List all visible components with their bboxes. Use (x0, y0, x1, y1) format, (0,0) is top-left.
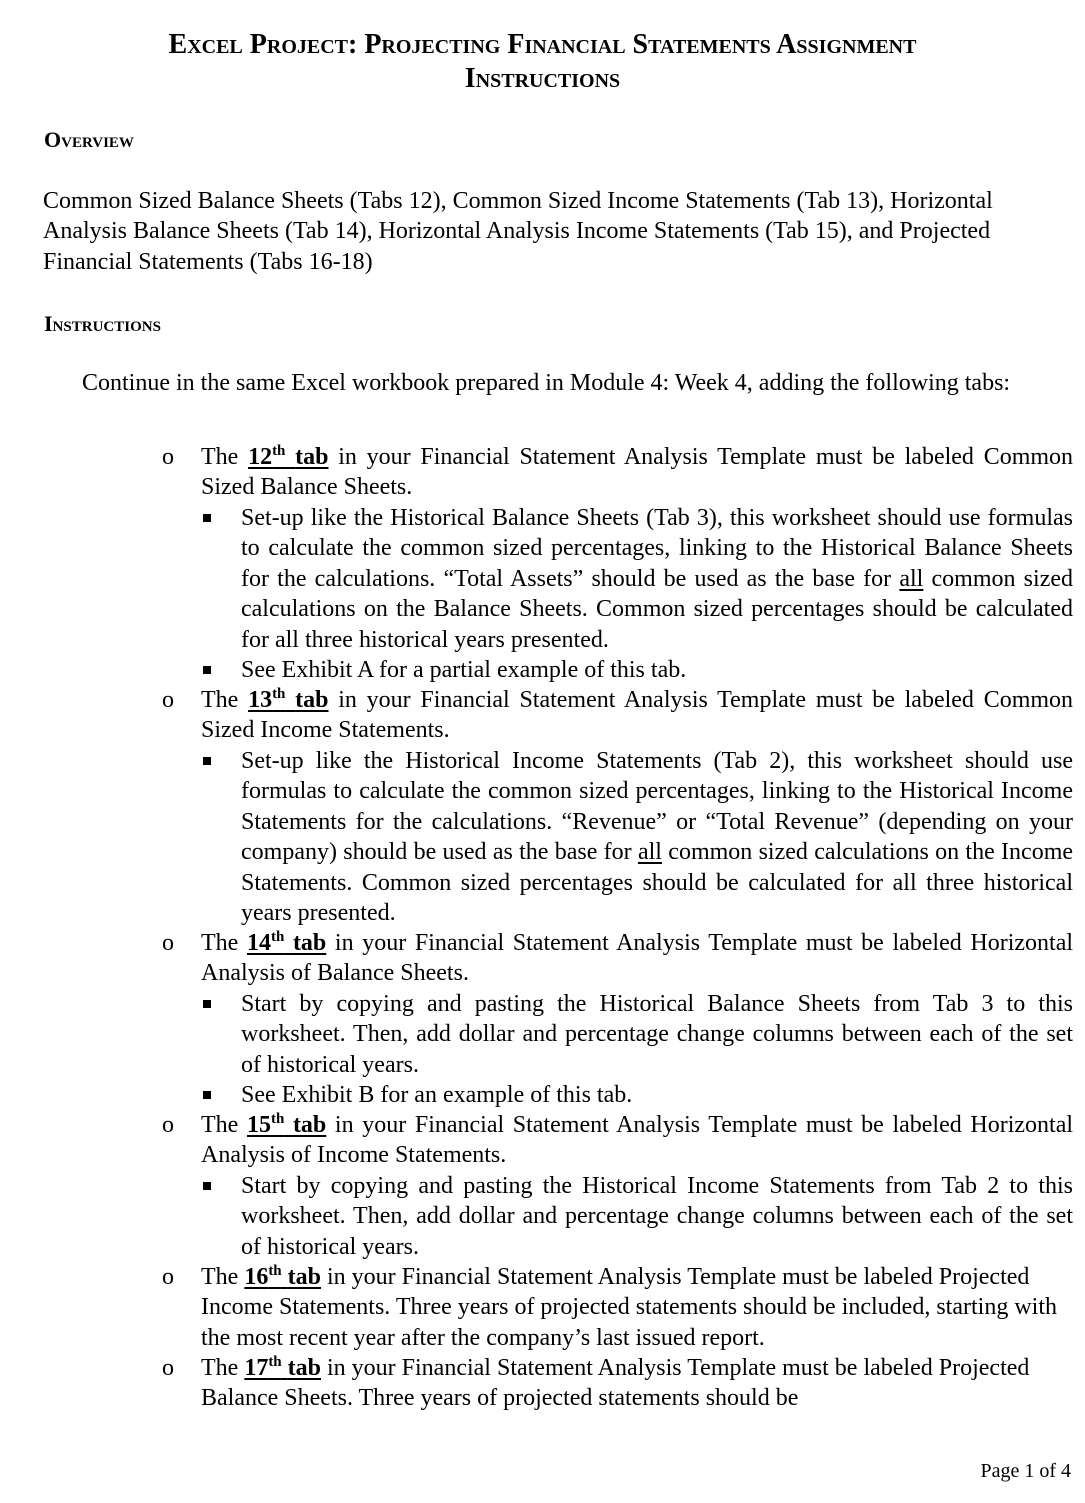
sub-item-tab-14-copy: Start by copying and pasting the Historical Balance Sheets from Tab 3 to this worksheet. Then, add dollar and percentage change columns between each of the set of historical years. (241, 991, 1073, 1078)
overview-heading: Overview (44, 127, 134, 152)
sub-item-tab-12-setup: Set-up like the Historical Balance Sheets (Tab 3), this worksheet should use formulas to calculate the common sized percentages, linking to the Historical Balance Sheets for the calculations. “Total Assets” should be used as the base for all common sized calculations on the Balance Sheets. Common sized percentages should be calculated for all three historical years presented. (241, 505, 1073, 653)
sub-item-tab-13-setup: Set-up like the Historical Income Statements (Tab 2), this worksheet should use formulas to calculate the common sized percentages, linking to the Historical Income Statements for the calculations. “Revenue” or “Total Revenue” (depending on your company) should be used as the base for all common sized calculations on the Income Statements. Common sized percentages should be calculated for all three historical years presented. (241, 748, 1074, 927)
instructions-heading: Instructions (44, 311, 161, 336)
instructions-intro: Continue in the same Excel workbook prepared in Module 4: Week 4, adding the following tabs: (82, 370, 1011, 396)
circle-bullet-icon: o (162, 1264, 174, 1290)
square-bullet-icon (203, 1091, 211, 1099)
circle-bullet-icon: o (162, 687, 174, 713)
list-item-tab-14: The 14th tab in your Financial Statement Analysis Template must be labeled Horizontal Analysis of Balance Sheets. (201, 929, 1074, 987)
square-bullet-icon (203, 757, 211, 765)
list-item-tab-13: The 13th tab in your Financial Statement Analysis Template must be labeled Common Sized Income Statements. (201, 686, 1074, 744)
circle-bullet-icon: o (162, 1355, 174, 1381)
circle-bullet-icon: o (162, 444, 174, 470)
title-line-1: Excel Project: Projecting Financial Statements Assignment (168, 29, 917, 60)
page-number: Page 1 of 4 (980, 1460, 1071, 1482)
list-item-tab-15: The 15th tab in your Financial Statement Analysis Template must be labeled Horizontal Analysis of Income Statements. (201, 1111, 1074, 1169)
overview-body: Common Sized Balance Sheets (Tabs 12), Common Sized Income Statements (Tab 13), Horizontal Analysis Balance Sheets (Tab 14), Horizontal Analysis Income Statements (Tab 15), and Projected Financial Statements (Tabs 16-18) (43, 188, 993, 275)
sub-item-tab-14-exhibit: See Exhibit B for an example of this tab. (241, 1082, 633, 1108)
list-item-tab-12: The 12th tab in your Financial Statement Analysis Template must be labeled Common Sized Balance Sheets. (201, 443, 1074, 501)
sub-item-tab-15-copy: Start by copying and pasting the Historical Income Statements from Tab 2 to this worksheet. Then, add dollar and percentage change columns between each of the set of historical years. (241, 1173, 1073, 1260)
square-bullet-icon (203, 666, 211, 674)
square-bullet-icon (203, 514, 211, 522)
circle-bullet-icon: o (162, 930, 174, 956)
square-bullet-icon (203, 1000, 211, 1008)
sub-item-tab-12-exhibit: See Exhibit A for a partial example of this tab. (241, 657, 687, 683)
circle-bullet-icon: o (162, 1112, 174, 1138)
list-item-tab-16: The 16th tab in your Financial Statement Analysis Template must be labeled Projected Income Statements. Three years of projected statements should be included, starting with the most recent year after the company’s last issued report. (201, 1263, 1057, 1351)
title-line-2: Instructions (464, 63, 621, 94)
square-bullet-icon (203, 1182, 211, 1190)
list-item-tab-17: The 17th tab in your Financial Statement Analysis Template must be labeled Projected Balance Sheets. Three years of projected statements should be (201, 1354, 1030, 1412)
